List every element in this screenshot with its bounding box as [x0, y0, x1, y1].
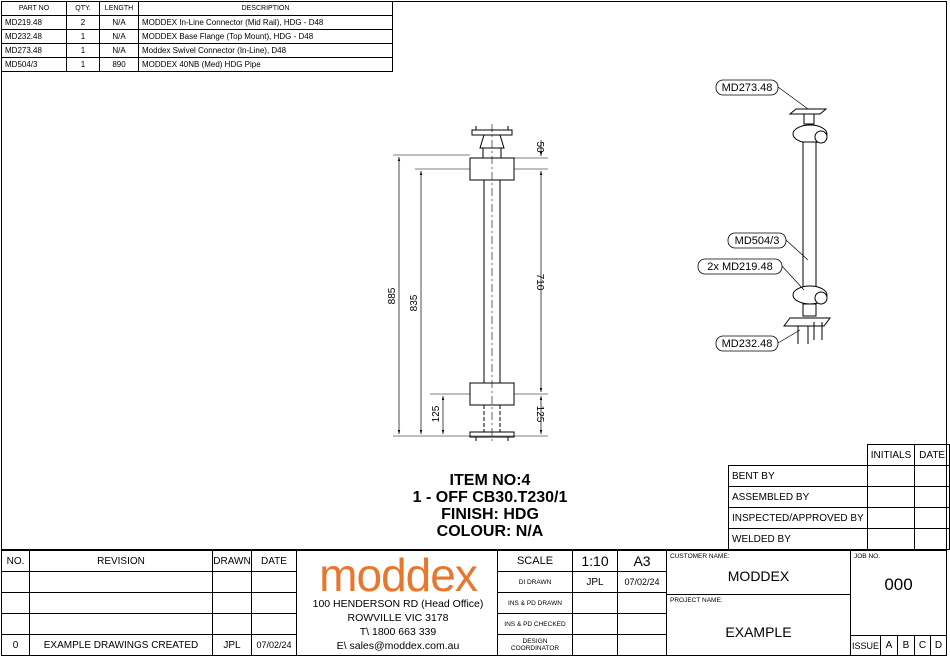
signoff-label: INSPECTED/APPROVED BY [729, 508, 868, 529]
signoff-row [729, 487, 950, 508]
scale-value: 1:10 [572, 550, 618, 572]
callouts [698, 80, 786, 351]
isometric-view [784, 109, 830, 344]
item-number: ITEM NO:4 [449, 472, 531, 489]
callout-md504: MD504/3 [734, 235, 780, 247]
dim-125-right: 125 [534, 405, 545, 423]
dim-710: 710 [534, 273, 545, 291]
signoff-row [729, 529, 950, 550]
rev-no-header: NO. [1, 550, 30, 572]
cell-description: MODDEX In-Line Connector (Mid Rail), HDG - D48 [139, 16, 393, 30]
di-drawn-by: JPL [572, 571, 618, 593]
project-name: EXAMPLE [725, 624, 792, 640]
signoff-initials[interactable] [867, 487, 915, 508]
col-description: DESCRIPTION [139, 2, 393, 16]
iso-flange-top [790, 109, 826, 114]
cell-description: MODDEX Base Flange (Top Mount), HDG - D48 [139, 30, 393, 44]
scale-label: SCALE [497, 550, 573, 572]
date-header: DATE [915, 445, 950, 466]
cell-description: MODDEX 40NB (Med) HDG Pipe [139, 58, 393, 72]
di-drawn-date: 07/02/24 [617, 571, 667, 593]
cell-part-no: MD273.48 [2, 44, 67, 58]
initials-header: INITIALS [867, 445, 915, 466]
issue-a: A [880, 635, 898, 656]
signoff-row [729, 508, 950, 529]
revision-header: REVISION [29, 550, 213, 572]
paper-size: A3 [617, 550, 667, 572]
customer-label: CUSTOMER NAME: [670, 553, 730, 560]
cell-part-no: MD219.48 [2, 16, 67, 30]
job-number: 000 [884, 575, 913, 594]
rev-number: 0 [1, 634, 30, 656]
signoff-header [729, 445, 950, 466]
ins-pd-drawn-label: INS & PD DRAWN [497, 592, 573, 614]
cell-length: N/A [100, 30, 139, 44]
customer-cell [666, 550, 851, 595]
signoff-initials[interactable] [867, 508, 915, 529]
cell-qty: 1 [67, 58, 100, 72]
item-colour: COLOUR: N/A [436, 523, 544, 540]
dim-50: 50 [534, 141, 545, 153]
signoff-date[interactable] [915, 508, 950, 529]
issue-b: B [897, 635, 915, 656]
dim-835: 835 [409, 294, 420, 312]
dimension-labels [387, 141, 545, 422]
signoff-label: ASSEMBLED BY [729, 487, 868, 508]
rev-description: EXAMPLE DRAWINGS CREATED [29, 634, 213, 656]
dim-125-left: 125 [431, 405, 442, 423]
cell-qty: 1 [67, 30, 100, 44]
issue-label: ISSUE [850, 635, 881, 656]
signoff-label: BENT BY [729, 466, 868, 487]
email: E\ sales@moddex.com.au [336, 640, 460, 652]
cell-part-no: MD232.48 [2, 30, 67, 44]
cell-part-no: MD504/3 [2, 58, 67, 72]
callout-md273: MD273.48 [721, 82, 773, 94]
dim-885: 885 [387, 287, 398, 305]
iso-pipe [803, 142, 816, 288]
item-quantity: 1 - OFF CB30.T230/1 [412, 489, 568, 506]
signoff-date[interactable] [915, 529, 950, 550]
col-length: LENGTH [100, 2, 139, 16]
project-label: PROJECT NAME: [670, 597, 723, 604]
job-cell [850, 550, 947, 636]
phone: T\ 1800 663 339 [359, 626, 437, 638]
item-finish: FINISH: HDG [441, 506, 539, 523]
design-coordinator-label: DESIGN COORDINATOR [497, 634, 573, 656]
cell-length: N/A [100, 16, 139, 30]
company-address [300, 597, 496, 653]
cell-qty: 2 [67, 16, 100, 30]
di-drawn-label: DI DRAWN [497, 571, 573, 593]
issue-d: D [930, 635, 947, 656]
signoff-initials[interactable] [867, 466, 915, 487]
issue-c: C [914, 635, 931, 656]
drawn-header: DRAWN [212, 550, 252, 572]
ins-pd-checked-label: INS & PD CHECKED [497, 613, 573, 635]
cell-length: 890 [100, 58, 139, 72]
signoff-row [729, 466, 950, 487]
rev-drawn-by: JPL [212, 634, 252, 656]
signoff-label: WELDED BY [729, 529, 868, 550]
item-note [380, 472, 600, 540]
cell-qty: 1 [67, 44, 100, 58]
signoff-date[interactable] [915, 487, 950, 508]
signoff-date[interactable] [915, 466, 950, 487]
job-label: JOB NO. [854, 553, 881, 560]
rev-date: 07/02/24 [251, 634, 297, 656]
iso-base-flange [784, 318, 830, 326]
callout-md232: MD232.48 [721, 338, 773, 350]
col-qty: QTY. [67, 2, 100, 16]
cell-description: Moddex Swivel Connector (In-Line), D48 [139, 44, 393, 58]
signoff-initials[interactable] [867, 529, 915, 550]
signoff-table [728, 444, 950, 550]
elevation-view [393, 124, 548, 442]
cell-length: N/A [100, 44, 139, 58]
date-header-rev: DATE [251, 550, 297, 572]
callout-md219: 2x MD219.48 [707, 261, 773, 273]
address-line-1: 100 HENDERSON RD (Head Office) [312, 598, 484, 610]
moddex-logo: moddex [319, 549, 477, 601]
address-line-2: ROWVILLE VIC 3178 [347, 612, 449, 624]
project-cell [666, 594, 851, 656]
col-part-no: PART NO [2, 2, 67, 16]
customer-name: MODDEX [727, 568, 790, 584]
